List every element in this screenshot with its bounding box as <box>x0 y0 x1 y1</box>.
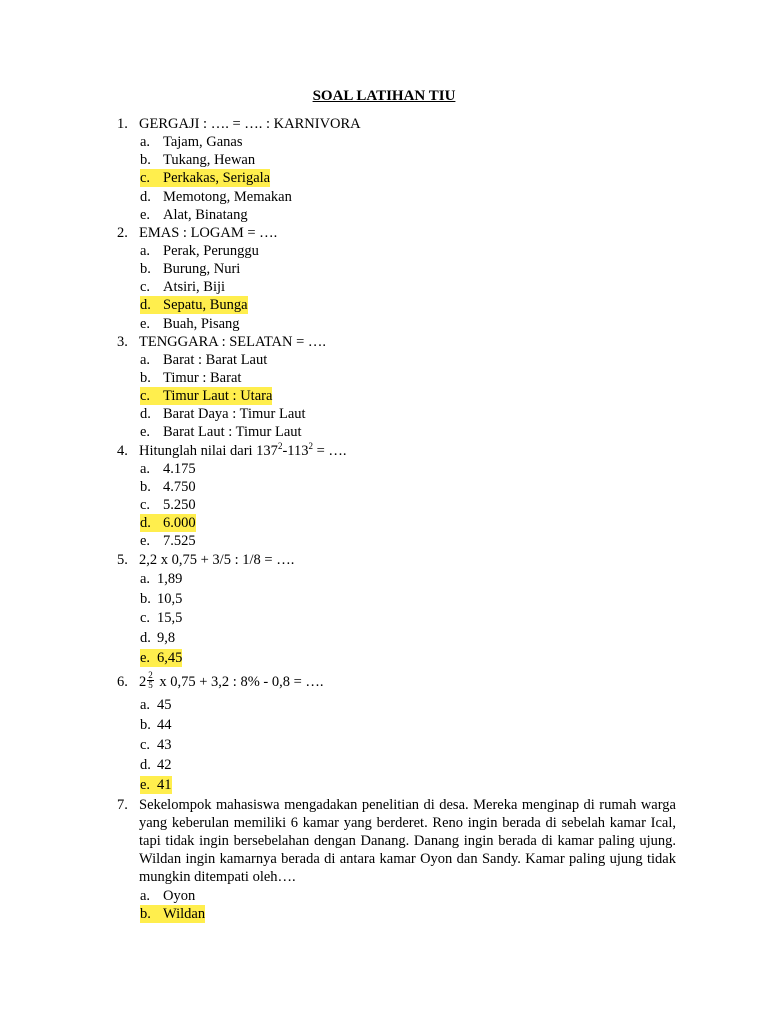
option-letter: b. <box>140 261 151 277</box>
option-letter: c. <box>140 388 151 404</box>
option-letter: b. <box>140 370 151 386</box>
option-letter: b. <box>140 591 151 607</box>
question-number: 1. <box>117 116 128 132</box>
option-letter: a. <box>140 697 151 713</box>
question-text <box>139 442 347 460</box>
option-text: 42 <box>157 757 172 773</box>
option-letter: d. <box>140 406 151 422</box>
option-5c <box>140 609 182 627</box>
option-letter: c. <box>140 279 151 295</box>
option-5a <box>140 570 182 588</box>
option-text: 10,5 <box>157 591 183 607</box>
option-3a <box>140 351 267 369</box>
question-number: 5. <box>117 552 128 568</box>
option-letter: a. <box>140 134 151 150</box>
question-text-suffix: x 0,75 + 3,2 : 8% - 0,8 = …. <box>155 674 324 690</box>
question-text-prefix: Hitunglah nilai dari 137 <box>139 443 278 459</box>
question-text: Sekelompok mahasiswa mengadakan penelitian di desa. Mereka menginap di rumah warga yang keberulan memiliki 6 kamar yang berderet. Reno ingin berada di sebelah kamar Ical, tapi tidak ingin bersebelahan dengan Danang. Danang ingin berada di kamar paling ujung. Wildan ingin kamarnya berada di antara kamar Oyon dan Sandy. Kamar paling ujung tidak mungkin ditempati oleh…. <box>139 797 676 885</box>
option-text: 5.250 <box>163 497 196 513</box>
option-letter: b. <box>140 717 151 733</box>
exponent: 2 <box>277 441 283 452</box>
option-text: Perak, Perunggu <box>163 243 259 259</box>
question-text: 2,2 x 0,75 + 3/5 : 1/8 = …. <box>139 552 295 568</box>
option-letter: a. <box>140 888 151 904</box>
option-1e <box>140 206 248 224</box>
question-text <box>139 670 324 692</box>
option-letter: e. <box>140 777 151 793</box>
option-text: 43 <box>157 737 172 753</box>
question-number: 4. <box>117 443 128 459</box>
option-6a <box>140 696 172 714</box>
option-3c-answer <box>140 387 272 405</box>
option-text: Barat Daya : Timur Laut <box>163 406 306 422</box>
question-text: GERGAJI : …. = …. : KARNIVORA <box>139 116 361 132</box>
option-letter: c. <box>140 737 151 753</box>
option-letter: e. <box>140 424 151 440</box>
option-letter: a. <box>140 243 151 259</box>
document-title: SOAL LATIHAN TIU <box>312 88 456 104</box>
option-2b <box>140 260 240 278</box>
option-4e <box>140 532 196 550</box>
option-text: Alat, Binatang <box>163 207 248 223</box>
option-4c <box>140 496 196 514</box>
option-text: 15,5 <box>157 610 183 626</box>
option-text: 41 <box>157 777 172 793</box>
fraction <box>147 671 154 690</box>
exponent: 2 <box>308 441 313 452</box>
option-text: Perkakas, Serigala <box>163 170 271 186</box>
option-letter: a. <box>140 352 151 368</box>
option-letter: d. <box>140 757 151 773</box>
option-text: Memotong, Memakan <box>163 189 292 205</box>
option-text: Tajam, Ganas <box>163 134 243 150</box>
option-2e <box>140 315 240 333</box>
option-6c <box>140 736 172 754</box>
option-2c <box>140 278 225 296</box>
option-letter: e. <box>140 316 151 332</box>
option-letter: c. <box>140 610 151 626</box>
option-5d <box>140 629 175 647</box>
option-6b <box>140 716 172 734</box>
option-letter: c. <box>140 497 151 513</box>
option-letter: d. <box>140 630 151 646</box>
option-text: 9,8 <box>157 630 176 646</box>
option-4a <box>140 460 196 478</box>
option-letter: a. <box>140 461 151 477</box>
option-letter: b. <box>140 479 151 495</box>
option-text: Barat : Barat Laut <box>163 352 268 368</box>
fraction-denominator: 5 <box>148 680 153 691</box>
option-5b <box>140 590 182 608</box>
option-letter: b. <box>140 906 151 922</box>
question-text-mid: -113 <box>282 443 309 459</box>
option-text: Atsiri, Biji <box>163 279 226 295</box>
option-4b <box>140 478 196 496</box>
question-number: 3. <box>117 334 128 350</box>
option-6d <box>140 756 172 774</box>
option-text: 45 <box>157 697 172 713</box>
option-text: 7.525 <box>163 533 196 549</box>
option-2a <box>140 242 259 260</box>
question-text: TENGGARA : SELATAN = …. <box>139 334 327 350</box>
option-text: Tukang, Hewan <box>163 152 256 168</box>
option-letter: e. <box>140 207 151 223</box>
option-text: 6.000 <box>163 515 196 531</box>
option-1a <box>140 133 243 151</box>
option-letter: c. <box>140 170 151 186</box>
option-letter: e. <box>140 650 151 666</box>
option-2d-answer <box>140 296 248 314</box>
option-text: 6,45 <box>157 650 183 666</box>
option-text: Burung, Nuri <box>163 261 241 277</box>
option-1b <box>140 151 255 169</box>
option-3b <box>140 369 241 387</box>
option-letter: d. <box>140 189 151 205</box>
option-letter: a. <box>140 571 151 587</box>
option-text: Oyon <box>163 888 196 904</box>
option-3e <box>140 423 302 441</box>
option-text: 4.175 <box>163 461 196 477</box>
option-text: Sepatu, Bunga <box>163 297 248 313</box>
option-7a <box>140 887 195 905</box>
option-4d-answer <box>140 514 196 532</box>
option-text: Barat Laut : Timur Laut <box>163 424 302 440</box>
option-letter: e. <box>140 533 151 549</box>
option-5e-answer <box>140 649 182 667</box>
question-text: EMAS : LOGAM = …. <box>139 225 278 241</box>
option-7b-answer <box>140 905 205 923</box>
option-text: Wildan <box>163 906 206 922</box>
option-letter: d. <box>140 297 151 313</box>
option-letter: b. <box>140 152 151 168</box>
option-text: 1,89 <box>157 571 183 587</box>
option-6e-answer <box>140 776 172 794</box>
option-text: Timur Laut : Utara <box>163 388 273 404</box>
option-1d <box>140 188 292 206</box>
option-letter: d. <box>140 515 151 531</box>
question-number: 6. <box>117 674 128 690</box>
option-text: 44 <box>157 717 172 733</box>
fraction-numerator: 2 <box>148 670 153 681</box>
mixed-number-whole: 2 <box>139 674 147 690</box>
question-number: 2. <box>117 225 128 241</box>
option-3d <box>140 405 306 423</box>
option-text: Timur : Barat <box>163 370 242 386</box>
option-text: 4.750 <box>163 479 196 495</box>
option-1c-answer <box>140 169 270 187</box>
question-text-suffix: = …. <box>312 443 347 459</box>
question-number: 7. <box>117 797 128 813</box>
option-text: Buah, Pisang <box>163 316 240 332</box>
